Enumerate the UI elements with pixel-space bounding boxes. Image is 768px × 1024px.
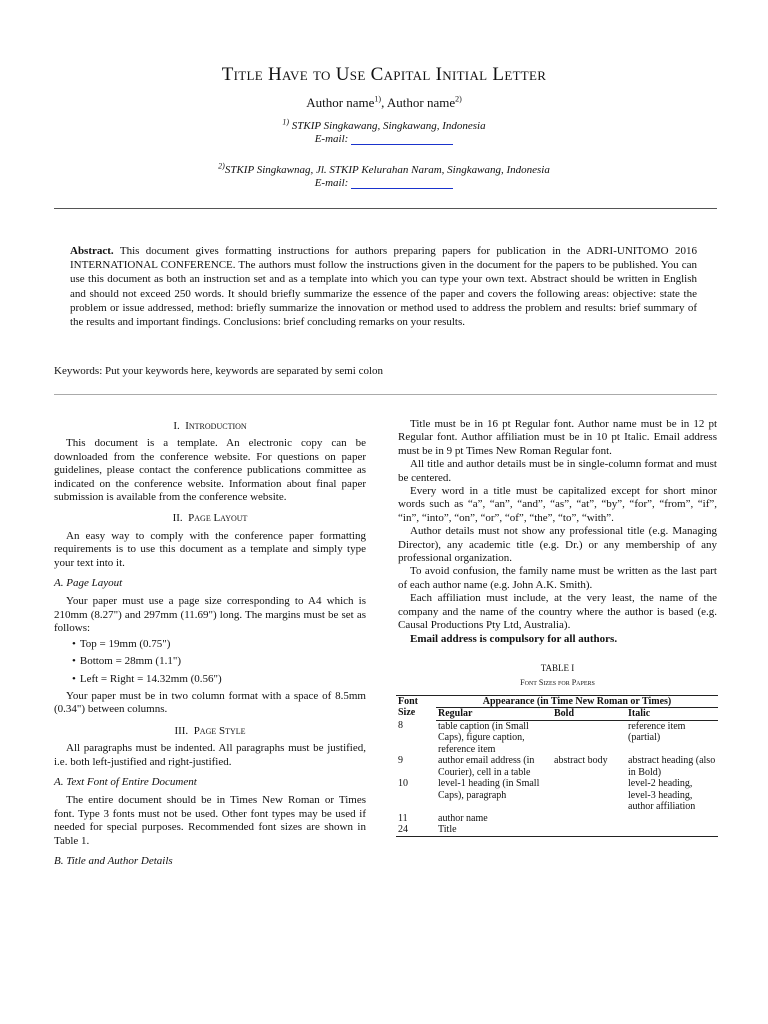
keywords bbox=[54, 365, 383, 377]
author-2-superscript: 2) bbox=[455, 94, 462, 104]
email-label-2: E-mail: bbox=[314, 177, 349, 189]
paragraph: Every word in a title must be capitalized except for short minor words such as “a”, “an”, “and”, “as”, “at”, “by”, “for”, “from”, “if”, “in”, “into”, “on”, “or”, “of”, “the”, “to”, “with”. bbox=[398, 485, 717, 524]
table-header-font-size: Font Size bbox=[396, 695, 436, 720]
table-cell-bold bbox=[552, 824, 626, 836]
author-name-2: Author name bbox=[386, 95, 456, 110]
paragraph: Title must be in 16 pt Regular font. Author name must be in 12 pt Regular font. Author affiliation must be in 10 pt Italic. Email address must be in 9 pt Times New Roman Regular font. bbox=[398, 418, 717, 457]
table-row bbox=[396, 720, 718, 755]
table-cell-size: 10 bbox=[398, 778, 408, 790]
table-header-appearance: Appearance (in Time New Roman or Times) bbox=[436, 695, 718, 708]
affiliation-1-text: STKIP Singkawang, Singkawang, Indonesia bbox=[291, 120, 486, 132]
table-cell-italic: reference item (partial) bbox=[628, 720, 686, 744]
section-title: Page Style bbox=[193, 724, 246, 737]
email-label-1: E-mail: bbox=[314, 133, 349, 145]
table-cell-italic bbox=[626, 824, 718, 836]
paragraph: An easy way to comply with the conference paper formatting requirements is to use this document as a template and simply type your text into it. bbox=[54, 529, 366, 569]
paragraph: Your paper must be in two column format with a space of 8.5mm (0.34") between columns. bbox=[54, 689, 366, 716]
section-heading-page-style bbox=[54, 725, 366, 738]
header-divider bbox=[54, 208, 717, 209]
table-cell-regular: table caption (in Small Caps), figure caption, reference item bbox=[438, 720, 529, 755]
paragraph: Each affiliation must include, at the very least, the name of the company and the name of the country where the author is based (e.g. Causal Productions Pty Ltd, Australia). bbox=[398, 592, 717, 632]
margin-list bbox=[72, 638, 366, 686]
table-cell-bold: abstract body bbox=[554, 755, 608, 767]
subsection-heading-text-font: A. Text Font of Entire Document bbox=[54, 775, 197, 788]
table-cell-bold bbox=[552, 720, 626, 755]
paragraph: Your paper must use a page size corresponding to A4 which is 210mm (8.27") and 297mm (11.69") long. The margins must be set as follows: bbox=[54, 595, 366, 635]
affiliation-2-superscript: 2) bbox=[218, 161, 225, 171]
affiliation-1 bbox=[0, 117, 768, 146]
email-field-2[interactable] bbox=[351, 177, 453, 189]
table-cell-bold bbox=[552, 778, 626, 813]
paragraph: This document is a template. An electronic copy can be downloaded from the conference website. For questions on paper guidelines, please contact the conference publications committee as indicated on the conference website. Information about final paper submission is available from the conference website. bbox=[54, 437, 366, 504]
paragraph: All paragraphs must be indented. All paragraphs must be justified, i.e. both left-justified and right-justified. bbox=[54, 742, 366, 768]
affiliation-1-superscript: 1) bbox=[282, 117, 290, 127]
list-item: • Bottom = 28mm (1.1") bbox=[72, 655, 366, 668]
section-title: Introduction bbox=[185, 420, 247, 432]
section-heading-page-layout bbox=[54, 512, 366, 525]
left-column bbox=[54, 420, 366, 873]
table-cell-regular: author name bbox=[438, 812, 488, 824]
affiliation-2 bbox=[0, 161, 768, 190]
author-name-1: Author name bbox=[306, 95, 375, 110]
abstract bbox=[70, 244, 697, 329]
section-heading-introduction bbox=[54, 420, 366, 433]
subsection-heading-page-layout: A. Page Layout bbox=[54, 577, 123, 590]
paragraph: All title and author details must be in single-column format and must be centered. bbox=[398, 458, 717, 484]
table-cell-bold bbox=[552, 813, 626, 825]
table-header-italic: Italic bbox=[626, 708, 718, 721]
table-title: Font Sizes for Papers bbox=[520, 678, 595, 688]
table-cell-regular: level-1 heading (in Small Caps), paragraph bbox=[438, 778, 540, 801]
font-size-table bbox=[396, 695, 718, 837]
table-cell-size: 11 bbox=[398, 812, 408, 824]
table-row bbox=[396, 824, 718, 836]
paragraph: To avoid confusion, the family name must be written as the last part of each author name (e.g. John A.K. Smith). bbox=[398, 565, 717, 591]
table-header-regular: Regular bbox=[436, 708, 552, 721]
section-number: III. bbox=[174, 724, 189, 737]
table-cell-size: 24 bbox=[396, 824, 436, 836]
table-cell-size: 9 bbox=[398, 755, 403, 767]
table-cell-regular: author email address (in Courier), cell in a table bbox=[438, 755, 535, 778]
paragraph-bold bbox=[398, 633, 717, 646]
table-subheader-row bbox=[396, 708, 718, 721]
paragraph: Author details must not show any professional title (e.g. Managing Director), any academic title (e.g. Dr.) or any membership of any professional organization. bbox=[398, 525, 717, 565]
section-number: II. bbox=[172, 512, 183, 525]
table-cell-italic: level-2 heading, level-3 heading, author affiliation bbox=[628, 778, 696, 813]
author-1-superscript: 1) bbox=[374, 94, 382, 104]
paragraph: The entire document should be in Times New Roman or Times font. Type 3 fonts must not be used. Other font types may be used if needed for special purposes. Recommended font sizes are shown in Table 1. bbox=[54, 794, 366, 847]
paper-title: Title Have to Use Capital Initial Letter bbox=[221, 64, 547, 85]
subsection-heading-title-author: B. Title and Author Details bbox=[54, 854, 173, 867]
email-compulsory-note: Email address is compulsory for all authors. bbox=[410, 632, 618, 645]
table-row bbox=[396, 778, 718, 813]
table-cell-regular: Title bbox=[436, 824, 552, 836]
list-item: • Left = Right = 14.32mm (0.56") bbox=[72, 673, 366, 686]
table-row bbox=[396, 813, 718, 825]
keywords-text: Put your keywords here, keywords are separated by semi colon bbox=[105, 365, 384, 377]
author-line: Author name$^{1)}$, Author name$^{2)}$ bbox=[306, 94, 462, 110]
right-column bbox=[398, 418, 717, 837]
abstract-label: Abstract. bbox=[70, 245, 114, 257]
email-field-1[interactable] bbox=[351, 133, 453, 145]
keywords-label: Keywords: bbox=[54, 365, 103, 377]
list-item: • Top = 19mm (0.75") bbox=[72, 638, 366, 651]
table-caption: TABLE I bbox=[540, 662, 575, 673]
table-cell-italic bbox=[626, 813, 718, 825]
section-number: I. bbox=[173, 420, 180, 432]
table-header-bold: Bold bbox=[552, 708, 626, 721]
table-cell-italic: abstract heading (also in Bold) bbox=[628, 755, 716, 778]
section-title: Page Layout bbox=[188, 512, 248, 525]
table-header-row bbox=[396, 695, 718, 708]
abstract-text: This document gives formatting instructions for authors preparing papers for publication in the ADRI-UNITOMO 2016 INTERNATIONAL CONFERENCE. The authors must follow the instructions given in the document for the papers to be published. You can use this document as both an instruction set and as a template into which you can type your own text. Abstract should be written in English and should not exceed 250 words. It should briefly summarize the essence of the paper and covers the following areas: objective: state the problem or issue addressed, method: briefly summarize the innovation or method used to address the problem and results: brief summary of the results and important findings. Conclusions: brief concluding remarks on your results. bbox=[70, 245, 697, 329]
keywords-divider bbox=[54, 394, 717, 395]
table-row bbox=[396, 755, 718, 778]
table-cell-size: 8 bbox=[398, 720, 403, 732]
affiliation-2-text: STKIP Singkawnag, Jl. STKIP Kelurahan Naram, Singkawang, Indonesia bbox=[224, 164, 550, 176]
